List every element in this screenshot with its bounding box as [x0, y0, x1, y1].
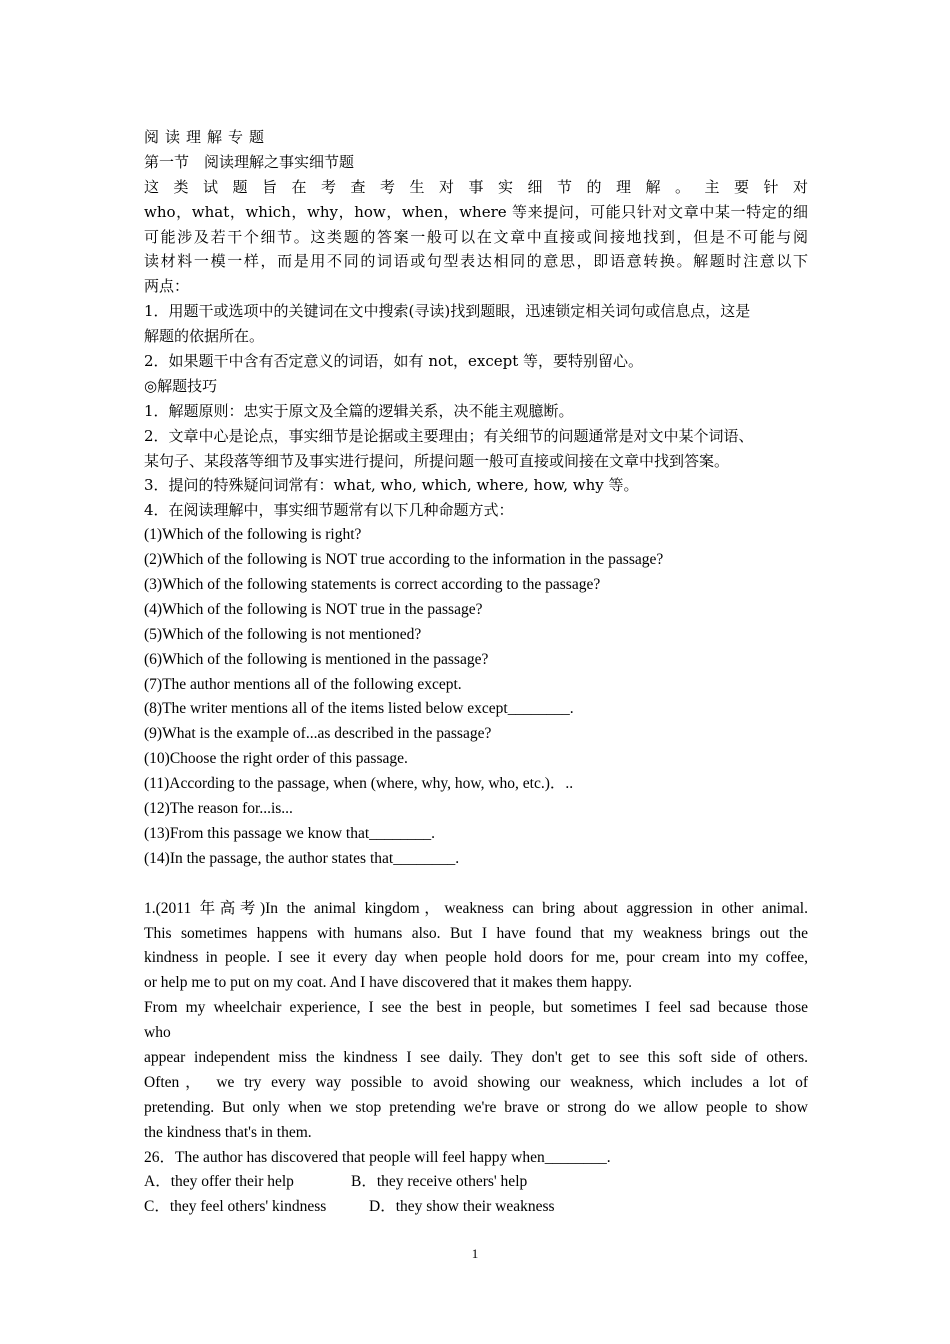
option-b: B．they receive others' help — [351, 1173, 528, 1191]
passage-line: pretending. But only when we stop pretending we're brave or strong do we allow people to show — [144, 1098, 808, 1116]
options-row — [144, 1195, 808, 1220]
tip-line: 4．在阅读理解中，事实细节题常有以下几种命题方式： — [144, 501, 514, 520]
question-form: (2)Which of the following is NOT true according to the information in the passage? — [144, 551, 664, 569]
question-form: (3)Which of the following statements is correct according to the passage? — [144, 576, 601, 594]
option-a: A．they offer their help — [144, 1173, 294, 1191]
blank-line — [144, 872, 808, 897]
tips-heading: ◎解题技巧 — [144, 376, 218, 395]
question-form: (14)In the passage, the author states that________. — [144, 849, 460, 867]
options-row — [144, 1170, 808, 1195]
tip-line: 1．解题原则：忠实于原文及全篇的逻辑关系，决不能主观臆断。 — [144, 401, 574, 420]
passage-line: 1.(2011 年高考)In the animal kingdom，weakness can bring about aggression in other animal. — [144, 899, 808, 917]
question-form: (8)The writer mentions all of the items listed below except________. — [144, 700, 574, 718]
intro-line: 读材料一模一样，而是用不同的词语或句型表达相同的意思，即语意转换。解题时注意以下 — [144, 252, 808, 271]
passage-line: who — [144, 1024, 171, 1042]
document-body — [144, 125, 808, 1220]
intro-line: 这 类 试 题 旨 在 考 查 考 生 对 事 实 细 节 的 理 解 。 主 要 针 对 — [144, 177, 808, 196]
question-form: (6)Which of the following is mentioned in the passage? — [144, 650, 489, 668]
section-heading: 第一节 阅读理解之事实细节题 — [144, 152, 355, 171]
question-form: (11)According to the passage, when (where, why, how, who, etc.)．.. — [144, 775, 574, 793]
question-stem: 26．The author has discovered that people will feel happy when________. — [144, 1148, 611, 1166]
option-c: C．they feel others' kindness — [144, 1198, 327, 1216]
question-form: (12)The reason for...is... — [144, 800, 293, 818]
option-d: D．they show their weakness — [369, 1198, 555, 1216]
intro-line: who，what，which，why，how，when，where 等来提问，可能只针对文章中某一特定的细 — [144, 202, 808, 221]
point-line: 2．如果题干中含有否定意义的词语，如有 not，except 等，要特别留心。 — [144, 352, 644, 371]
document-title: 阅读理解专题 — [144, 128, 271, 146]
passage-line: appear independent miss the kindness I see daily. They don't get to see this soft side of others. — [144, 1048, 808, 1066]
passage-line: Often， we try every way possible to avoid showing our weakness, which includes a lot of — [144, 1073, 808, 1091]
question-form: (10)Choose the right order of this passage. — [144, 750, 408, 768]
point-line: 1．用题干或选项中的关键词在文中搜索(寻读)找到题眼，迅速锁定相关词句或信息点，这是 — [144, 302, 751, 321]
question-form: (5)Which of the following is not mentioned? — [144, 625, 422, 643]
passage-line: This sometimes happens with humans also. But I have found that my weakness brings out the — [144, 924, 808, 942]
tip-line: 某句子、某段落等细节及事实进行提问，所提问题一般可直接或间接在文章中找到答案。 — [144, 451, 730, 470]
tip-line: 2．文章中心是论点，事实细节是论据或主要理由；有关细节的问题通常是对文中某个词语、 — [144, 426, 754, 445]
question-form: (4)Which of the following is NOT true in the passage? — [144, 600, 483, 618]
passage-line: the kindness that's in them. — [144, 1123, 312, 1141]
intro-line: 两点： — [144, 277, 190, 296]
tip-line: 3．提问的特殊疑问词常有：what, who, which, where, how, why 等。 — [144, 476, 639, 495]
intro-line: 可能涉及若干个细节。这类题的答案一般可以在文章中直接或间接地找到，但是不可能与阅 — [144, 227, 808, 246]
passage-line: kindness in people. I see it every day when people hold doors for me, pour cream into my coffee, — [144, 949, 808, 967]
page-number: 1 — [471, 1246, 479, 1261]
question-form: (7)The author mentions all of the following except. — [144, 675, 462, 693]
question-form: (9)What is the example of...as described in the passage? — [144, 725, 492, 743]
passage-line: or help me to put on my coat. And I have discovered that it makes them happy. — [144, 974, 632, 992]
question-form: (1)Which of the following is right? — [144, 526, 362, 544]
point-line: 解题的依据所在。 — [144, 327, 265, 346]
passage-line: From my wheelchair experience, I see the best in people, but sometimes I feel sad because those — [144, 999, 808, 1017]
question-form: (13)From this passage we know that________. — [144, 824, 436, 842]
